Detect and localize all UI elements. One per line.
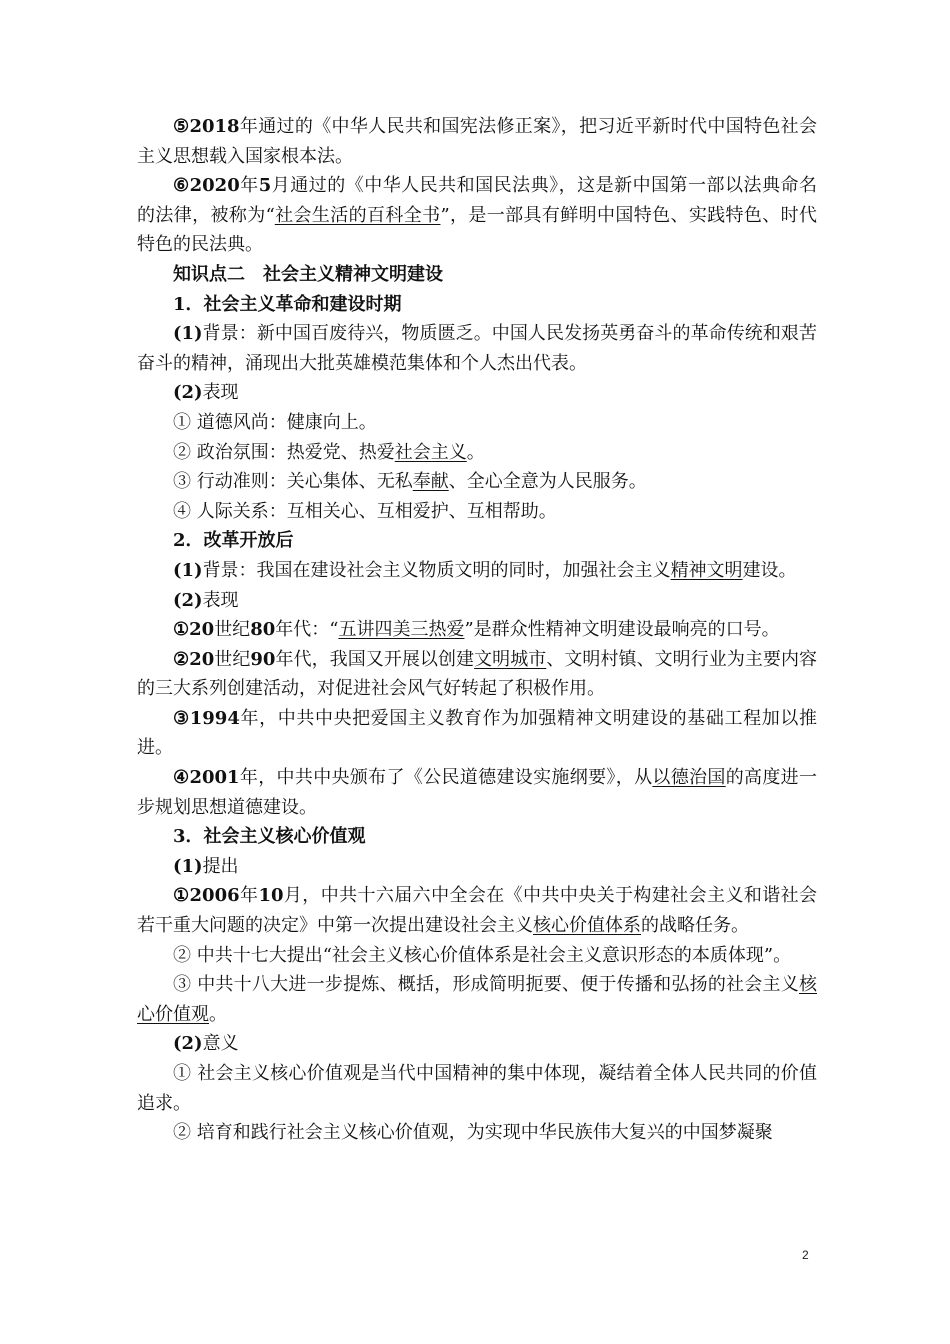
text-run: 表现: [202, 382, 239, 404]
text-run: 年: [239, 885, 259, 907]
text-run: ⑥2020: [173, 175, 240, 197]
text-run: ”是群众性精神文明建设最响亮的口号。: [464, 619, 780, 641]
text-run: (2): [173, 1033, 203, 1055]
text-run: 意义: [202, 1033, 239, 1055]
underlined-text: 精神文明: [670, 559, 743, 581]
text-run: 建设。: [742, 559, 797, 581]
text-run: 3．社会主义核心价值观: [173, 826, 366, 848]
text-run: ①20: [173, 619, 215, 641]
paragraph: [137, 526, 817, 556]
text-run: ③ 行动准则：关心集体、无私: [173, 471, 413, 493]
text-run: 年代：“: [275, 619, 339, 641]
text-run: ③ 中共十八大进一步提炼、概括，形成简明扼要、便于传播和弘扬的社会主义: [173, 974, 799, 996]
text-run: 表现: [202, 589, 239, 611]
text-run: ②20: [173, 648, 215, 670]
paragraph: [137, 586, 817, 616]
paragraph: [137, 822, 817, 852]
underlined-text: 五讲四美三热爱: [338, 619, 465, 641]
text-run: 月通过的《中华人民共和国民法典》，这是新中国第一部以法典命名的法律，被称为“: [137, 175, 818, 226]
text-run: 。: [209, 1003, 227, 1025]
paragraph: [137, 881, 817, 940]
text-run: ② 政治氛围：热爱党、热爱: [173, 441, 395, 463]
paragraph: [137, 1059, 817, 1118]
paragraph: [137, 1118, 817, 1148]
text-run: 年，中共中央把爱国主义教育作为加强精神文明建设的基础工程加以推进。: [137, 707, 818, 759]
page-number: 2: [802, 1248, 809, 1262]
text-run: 世纪: [214, 619, 251, 641]
text-run: 。: [466, 441, 485, 463]
underlined-text: 核心价值体系: [533, 915, 641, 937]
text-run: 80: [250, 619, 276, 641]
text-run: ② 培育和践行社会主义核心价值观，为实现中华民族伟大复兴的中国梦凝聚: [173, 1122, 773, 1144]
underlined-text: 社会生活的百科全书: [274, 204, 441, 226]
paragraph: [137, 319, 817, 378]
underlined-text: 以德治国: [652, 767, 726, 789]
text-run: 1．社会主义革命和建设时期: [173, 293, 402, 315]
text-run: 提出: [202, 855, 239, 877]
paragraph: [137, 852, 817, 882]
text-run: 月，中共十六届六中全会在《中共中央关于构建社会主义和谐社会若干重大问题的决定》中第一次提出建设社会主义: [137, 885, 818, 937]
text-run: (1): [173, 559, 203, 581]
underlined-text: 核心价值观: [137, 974, 817, 1025]
text-run: (2): [173, 382, 203, 404]
text-run: ① 道德风尚：健康向上。: [173, 411, 377, 433]
underlined-text: 文明城市: [474, 648, 547, 670]
paragraph: [137, 378, 817, 408]
text-run: ④ 人际关系：互相关心、互相爱护、互相帮助。: [173, 500, 557, 522]
paragraph: [137, 970, 817, 1029]
text-run: ①2006: [173, 885, 240, 907]
text-run: 背景：新中国百废待兴，物质匮乏。中国人民发扬英勇奋斗的革命传统和艰苦奋斗的精神，涌现出大批英雄模范集体和个人杰出代表。: [137, 323, 817, 374]
paragraph: [137, 941, 817, 971]
paragraph: [137, 704, 817, 763]
text-run: 10: [258, 885, 284, 907]
underlined-text: 奉献: [412, 471, 449, 493]
text-run: 的高度进一步规划思想道德建设。: [137, 767, 818, 818]
text-run: 世纪: [214, 648, 251, 670]
text-run: ① 社会主义核心价值观是当代中国精神的集中体现，凝结着全体人民共同的价值追求。: [137, 1063, 817, 1114]
paragraph: [137, 615, 817, 645]
text-run: 的战略任务。: [641, 915, 749, 937]
text-run: ④2001: [173, 767, 240, 789]
text-run: (1): [173, 323, 203, 345]
text-run: 90: [250, 648, 276, 670]
paragraph: [137, 497, 817, 527]
text-run: 年: [239, 175, 259, 197]
paragraph: [137, 438, 817, 468]
text-run: 5: [258, 175, 272, 197]
text-run: 年，中共中央颁布了《公民道德建设实施纲要》，从: [239, 767, 653, 789]
paragraph: [137, 467, 817, 497]
paragraph: [137, 645, 817, 704]
paragraph: [137, 112, 817, 171]
text-run: 年代，我国又开展以创建: [275, 648, 475, 670]
paragraph: [137, 290, 817, 320]
text-run: 背景：我国在建设社会主义物质文明的同时，加强社会主义: [202, 559, 671, 581]
document-body: [137, 112, 817, 1148]
text-run: 、全心全意为人民服务。: [448, 471, 647, 493]
text-run: (1): [173, 855, 203, 877]
text-run: (2): [173, 589, 203, 611]
text-run: ⑤2018: [173, 116, 240, 137]
paragraph: [137, 260, 817, 290]
text-run: 、文明村镇、文明行业为主要内容的三大系列创建活动，对促进社会风气好转起了积极作用。: [137, 648, 818, 700]
paragraph: [137, 763, 817, 822]
paragraph: [137, 408, 817, 438]
paragraph: [137, 556, 817, 586]
paragraph: [137, 1029, 817, 1059]
text-run: ”，是一部具有鲜明中国特色、实践特色、时代特色的民法典。: [137, 204, 818, 256]
paragraph: [137, 171, 817, 260]
text-run: 年通过的《中华人民共和国宪法修正案》，把习近平新时代中国特色社会主义思想载入国家根本法。: [137, 116, 817, 167]
text-run: ② 中共十七大提出“社会主义核心价值体系是社会主义意识形态的本质体现”。: [173, 944, 792, 966]
text-run: 2．改革开放后: [173, 530, 294, 552]
text-run: ③1994: [173, 707, 240, 729]
text-run: 知识点二 社会主义精神文明建设: [173, 263, 443, 285]
underlined-text: 社会主义: [394, 441, 467, 463]
